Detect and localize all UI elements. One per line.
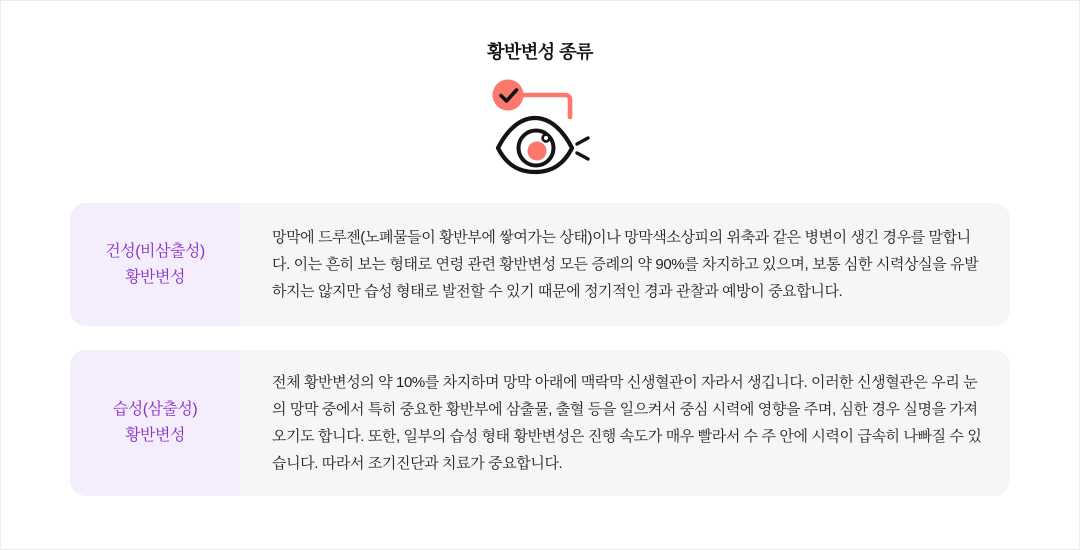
row-label-line: 건성(비삼출성) [105, 242, 205, 260]
row-label-line: 습성(삼출성) [112, 401, 198, 418]
check-circle [493, 80, 524, 111]
row-content-wet [240, 350, 1010, 496]
highlight-dot [543, 135, 550, 142]
row-wet-macular-degeneration [70, 350, 1010, 496]
pupil [528, 142, 547, 161]
page-title: 황반변성 종류 [487, 42, 593, 62]
eye-with-checkmark-icon [477, 77, 603, 185]
row-label-wet [70, 350, 240, 496]
eye-icon-svg [477, 77, 603, 185]
dash-bottom [577, 153, 588, 159]
row-description: 망막에 드루젠(노폐물들이 황반부에 쌓여가는 상태)이나 망막색소상피의 위축과 같은 병변이 생긴 경우를 말합니다. 이는 흔히 보는 형태로 연령 관련 황반변성 모든 증례의 약 90%를 차지하고 있으며, 보통 심한 시력상실을 유발하지는 않지만 습성 형태로 발전할 수 있기 때문에 정기적인 경과 관찰과 예방이 중요합니다. [272, 229, 979, 300]
row-content-dry [240, 203, 1010, 326]
row-dry-macular-degeneration [70, 203, 1010, 326]
row-label-line: 황반변성 [125, 268, 185, 286]
connector-line [524, 95, 571, 117]
row-description: 전체 황반변성의 약 10%를 차지하며 망막 아래에 맥락막 신생혈관이 자라서 생깁니다. 이러한 신생혈관은 우리 눈의 망막 중에서 특히 중요한 황반부에 삼출물, 출혈 등을 일으켜서 중심 시력에 영향을 주며, 심한 경우 실명을 가져오기도 합니다. 또한, 일부의 습성 형태 황반변성은 진행 속도가 매우 빨라서 수 주 안에 시력이 급속히 나빠질 수 있습니다. 따라서 조기진단과 치료가 중요합니다. [272, 374, 982, 472]
row-label-line: 황반변성 [125, 427, 185, 444]
info-rows [70, 203, 1010, 496]
row-label-dry [70, 203, 240, 326]
dash-top [577, 138, 588, 144]
